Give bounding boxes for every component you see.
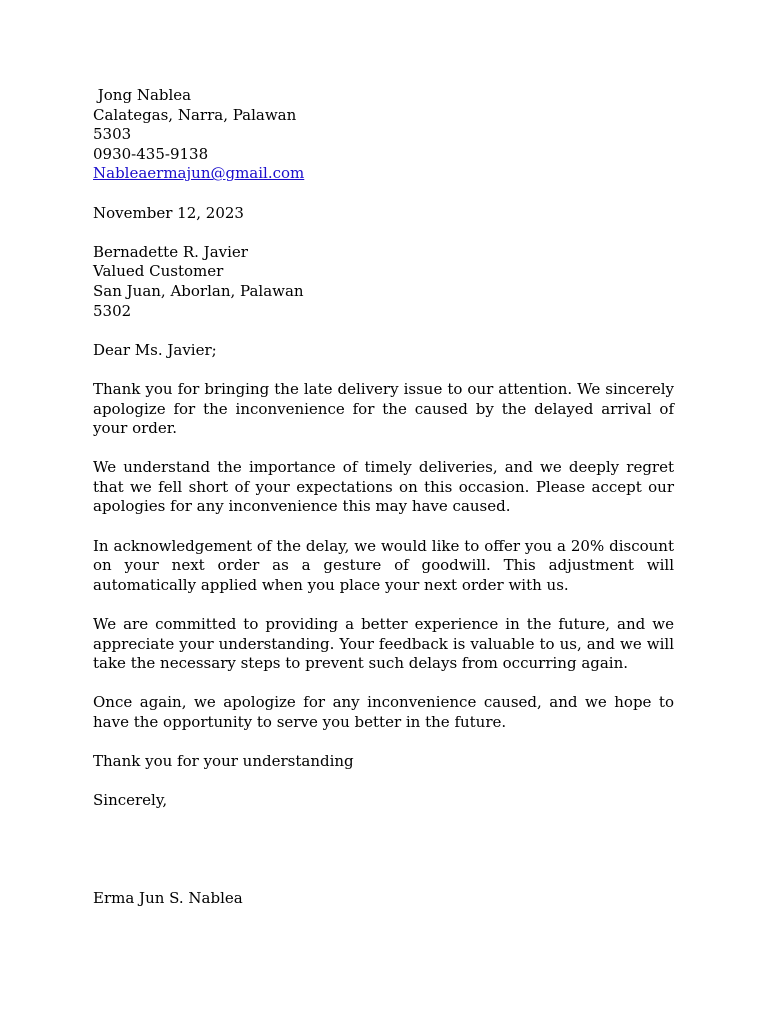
signature-name: Erma Jun S. Nablea — [93, 889, 243, 908]
sender-address: Calategas, Narra, Palawan — [93, 105, 297, 124]
recipient-zip: 5302 — [93, 301, 132, 320]
sender-email-link[interactable]: Nableaermajun@gmail.com — [93, 164, 305, 183]
recipient-address: San Juan, Aborlan, Palawan — [93, 281, 304, 300]
letter-date: November 12, 2023 — [93, 203, 244, 222]
body-paragraph-1: Thank you for bringing the late delivery issue to our attention. We sincerely apologize for the inconvenience for the caused by the delayed arrival of your order. — [93, 379, 674, 438]
recipient-title: Valued Customer — [93, 262, 224, 281]
closing: Sincerely, — [93, 791, 168, 810]
body-paragraph-4: We are committed to providing a better experience in the future, and we appreciate your understanding. Your feedback is valuable to us, and we will take the necessary steps to prevent such delays from occurring again. — [93, 615, 674, 673]
body-paragraph-5: Once again, we apologize for any inconvenience caused, and we hope to have the opportunity to serve you better in the future. — [93, 693, 674, 731]
letter — [93, 86, 674, 909]
sender-name: Jong Nablea — [93, 86, 192, 104]
salutation: Dear Ms. Javier; — [93, 340, 217, 359]
sender-zip: 5303 — [93, 125, 132, 144]
sender-phone: 0930-435-9138 — [93, 144, 209, 163]
recipient-name: Bernadette R. Javier — [93, 242, 248, 261]
thanks-line: Thank you for your understanding — [93, 752, 354, 771]
body-paragraph-3: In acknowledgement of the delay, we would like to offer you a 20% discount on your next order as a gesture of goodwill. This adjustment will automatically applied when you place your next order with us. — [93, 536, 674, 594]
body-paragraph-2: We understand the importance of timely deliveries, and we deeply regret that we fell short of your expectations on this occasion. Please accept our apologies for any inconvenience this may have caused. — [93, 458, 674, 516]
